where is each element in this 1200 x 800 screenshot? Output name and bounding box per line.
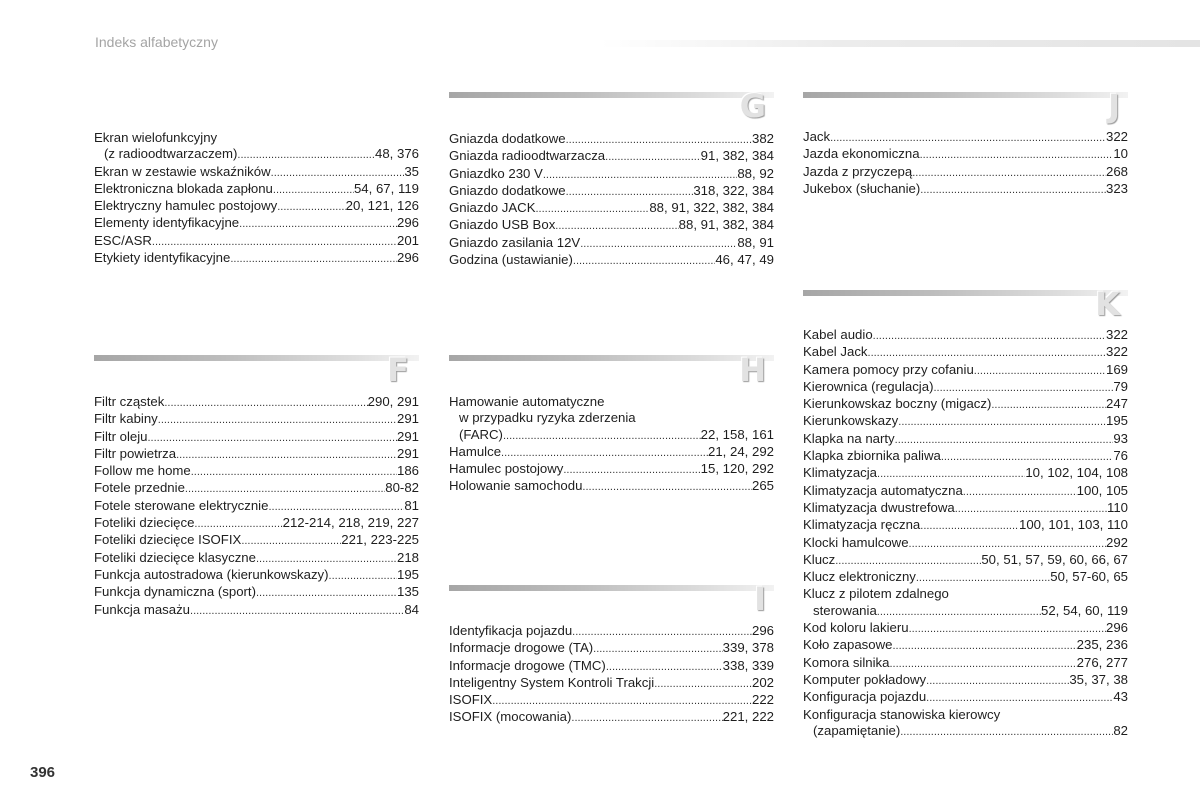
dot-leader (152, 234, 397, 250)
index-entry-pages: 265 (751, 478, 774, 494)
section-k-letter: K (1095, 285, 1120, 323)
index-entry-term: Jazda z przyczepą (803, 163, 913, 179)
index-entry-term: Kierunkowskazy (803, 413, 899, 429)
index-entry-pages: 93 (1113, 430, 1128, 446)
index-entry-term: Gniazdko 230 V (449, 165, 543, 181)
index-entry (94, 584, 419, 601)
index-entry-term: Konfiguracja pojazdu (803, 689, 927, 705)
dot-leader (268, 499, 404, 515)
section-i-entries (449, 623, 774, 727)
index-entry-term: Klucz (803, 551, 836, 567)
index-entry (803, 413, 1128, 430)
index-entry-pages: 322 (1105, 129, 1128, 144)
index-entry (94, 146, 419, 163)
index-entry-pages: 202 (751, 674, 774, 690)
index-entry-term: Komora silnika (803, 654, 890, 670)
index-entry (803, 689, 1128, 706)
index-entry-term: Klocki hamulcowe (803, 534, 909, 550)
index-entry (803, 327, 1128, 344)
dot-leader (573, 253, 715, 269)
index-entry-term: Elementy identyfikacyjne (94, 215, 240, 231)
index-entry-term: Elektryczny hamulec postojowy (94, 198, 278, 214)
dot-leader (555, 218, 678, 234)
section-f-letter: F (387, 351, 409, 389)
index-entry (803, 396, 1128, 413)
index-entry-pages: 339, 378 (722, 640, 774, 656)
index-entry (803, 483, 1128, 500)
index-entry-pages: 382 (751, 131, 774, 146)
dot-leader (563, 462, 700, 478)
dot-leader (571, 710, 722, 726)
index-entry-pages: 15, 120, 292 (700, 461, 774, 477)
dot-leader (892, 638, 1076, 654)
index-entry (803, 569, 1128, 586)
index-entry (94, 480, 419, 497)
section-g-letter: G (739, 87, 766, 125)
index-entry-term: Klapka zbiornika paliwa (803, 448, 941, 464)
index-entry-pages: 88, 91, 382, 384 (678, 217, 774, 233)
index-entry (803, 146, 1128, 163)
index-entry-term: Gniazdo zasilania 12V (449, 234, 581, 250)
index-entry-pages: 318, 322, 384 (693, 182, 774, 198)
section-g-entries (449, 131, 774, 269)
index-entry-term: Klapka na narty (803, 430, 895, 446)
dot-leader (909, 536, 1106, 552)
index-entry-pages: 50, 57-60, 65 (1050, 569, 1128, 585)
index-entry-term: ESC/ASR (94, 232, 152, 248)
dot-leader (536, 201, 650, 217)
index-entry-term: ISOFIX (mocowania) (449, 709, 572, 725)
dot-leader (920, 518, 1019, 534)
index-entry-pages: 100, 105 (1076, 482, 1128, 498)
index-entry (803, 500, 1128, 517)
index-entry-term: Koło zapasowe (803, 637, 893, 653)
index-entry-term: Kabel Jack (803, 344, 868, 360)
index-entry (94, 567, 419, 584)
dot-leader (991, 397, 1106, 413)
index-entry (94, 394, 419, 411)
dot-leader (877, 604, 1041, 620)
section-k-entries (803, 327, 1128, 740)
dot-leader (503, 428, 701, 444)
index-entry (94, 532, 419, 549)
index-entry-pages: 10 (1113, 146, 1128, 162)
dot-leader (329, 568, 397, 584)
index-entry-pages: 291 (396, 428, 419, 444)
section-j-letter: J (1108, 87, 1120, 125)
index-entry (803, 655, 1128, 672)
index-entry-term: Klimatyzacja (803, 465, 878, 481)
dot-leader (955, 501, 1107, 517)
dot-leader (974, 363, 1106, 379)
index-entry-term: Ekran wielofunkcyjny (94, 130, 218, 145)
index-entry-term: Klimatyzacja automatyczna (803, 482, 963, 498)
index-entry-pages: 88, 91 (737, 234, 774, 250)
index-entry-term: Informacje drogowe (TA) (449, 640, 594, 656)
dot-leader (912, 165, 1106, 181)
index-entry-term: Kabel audio (803, 327, 873, 342)
index-entry-pages: 296 (396, 250, 419, 266)
dot-leader (900, 724, 1113, 740)
dot-leader (926, 690, 1113, 706)
index-entry (94, 602, 419, 619)
dot-leader (176, 447, 397, 463)
index-entry-pages: 291 (396, 445, 419, 461)
index-entry-term: Informacje drogowe (TMC) (449, 657, 606, 673)
index-entry-pages: 100, 101, 103, 110 (1018, 517, 1128, 533)
dot-leader (185, 481, 385, 497)
index-entry-pages: 10, 102, 104, 108 (1025, 465, 1128, 481)
index-entry-term: Fotele sterowane elektrycznie (94, 497, 269, 513)
index-entry (449, 148, 774, 165)
index-entry (449, 131, 774, 148)
index-entry-pages: 84 (404, 601, 419, 617)
index-entry-term: (z radioodtwarzaczem) (104, 146, 238, 162)
index-entry-term: Konfiguracja stanowiska kierowcy (803, 706, 1001, 722)
index-entry-pages: 186 (396, 463, 419, 479)
section-j-entries (803, 129, 1128, 198)
index-entry (94, 515, 419, 532)
index-entry-term: sterowania (813, 602, 877, 618)
dot-leader (256, 585, 397, 601)
index-entry-term: Hamulec postojowy (449, 461, 564, 477)
section-e-entries (94, 130, 419, 267)
index-entry (803, 431, 1128, 448)
index-entry (803, 603, 1128, 620)
index-entry-term: Gniazda radioodtwarzacza (449, 148, 606, 164)
index-entry-pages: 79 (1113, 378, 1128, 394)
index-entry-pages: 80-82 (385, 480, 419, 496)
index-entry-term: Kierownica (regulacja) (803, 378, 934, 394)
dot-leader (273, 182, 354, 198)
dot-leader (873, 328, 1106, 344)
dot-leader (572, 624, 752, 640)
dot-leader (543, 167, 737, 183)
index-entry (803, 586, 1128, 602)
index-entry-pages: 46, 47, 49 (715, 252, 774, 268)
section-h-letter: H (739, 351, 766, 389)
index-entry (449, 461, 774, 478)
index-entry (94, 463, 419, 480)
index-entry (94, 250, 419, 267)
dot-leader (492, 693, 752, 709)
index-entry (449, 478, 774, 495)
index-entry (449, 217, 774, 234)
index-entry (803, 129, 1128, 146)
index-entry (803, 448, 1128, 465)
index-entry-pages: 110 (1106, 499, 1128, 515)
index-entry-pages: 212-214, 218, 219, 227 (282, 515, 419, 531)
index-entry-pages: 222 (751, 692, 774, 708)
index-entry-pages: 201 (396, 232, 419, 248)
index-entry-term: Klimatyzacja ręczna (803, 517, 921, 533)
index-entry-term: Elektroniczna blokada zapłonu (94, 180, 273, 196)
index-entry-term: Funkcja masażu (94, 601, 191, 617)
index-entry-term: Godzina (ustawianie) (449, 252, 573, 268)
dot-leader (194, 516, 282, 532)
index-entry-term: Ekran w zestawie wskaźników (94, 163, 271, 179)
index-entry-pages: 296 (396, 215, 419, 231)
index-entry (803, 535, 1128, 552)
index-entry-pages: 35, 37, 38 (1069, 671, 1128, 687)
index-entry-pages: 218 (396, 549, 419, 565)
index-entry-pages: 276, 277 (1076, 654, 1128, 670)
index-entry-term: Funkcja dynamiczna (sport) (94, 584, 256, 600)
index-entry-pages: 91, 382, 384 (700, 148, 774, 164)
index-entry-pages: 291 (396, 411, 419, 427)
index-entry-pages: 22, 158, 161 (700, 426, 774, 442)
index-entry-pages: 21, 24, 292 (708, 443, 774, 459)
index-entry-term: Filtr kabiny (94, 411, 158, 427)
dot-leader (241, 533, 341, 549)
dot-leader (237, 147, 375, 163)
index-entry-term: Foteliki dziecięce ISOFIX (94, 532, 242, 548)
index-entry-term: Kamera pomocy przy cofaniu (803, 361, 974, 377)
index-entry-term: Jack (803, 129, 831, 144)
index-entry-term: Filtr powietrza (94, 445, 177, 461)
index-entry (94, 164, 419, 181)
index-entry-pages: 48, 376 (375, 146, 419, 162)
index-entry-term: Foteliki dziecięce klasyczne (94, 549, 256, 565)
dot-leader (593, 641, 723, 657)
index-entry-pages: 323 (1105, 180, 1128, 196)
section-h-entries (449, 394, 774, 496)
index-entry (94, 233, 419, 250)
dot-leader (230, 251, 397, 267)
section-i-letter: I (754, 580, 766, 618)
index-entry (94, 411, 419, 428)
index-entry-term: w przypadku ryzyka zderzenia (459, 410, 636, 426)
index-entry (94, 498, 419, 515)
index-entry (449, 410, 774, 426)
index-entry-pages: 82 (1113, 722, 1128, 738)
dot-leader (580, 236, 737, 252)
index-entry-term: (zapamiętanie) (813, 722, 901, 738)
index-entry-pages: 235, 236 (1076, 637, 1128, 653)
index-entry (803, 164, 1128, 181)
index-entry-pages: 135 (396, 584, 419, 600)
index-entry (803, 552, 1128, 569)
index-entry-pages: 20, 121, 126 (345, 198, 419, 214)
dot-leader (501, 445, 708, 461)
index-entry-pages: 88, 91, 322, 382, 384 (649, 200, 774, 216)
index-entry (803, 672, 1128, 689)
index-entry-term: Funkcja autostradowa (kierunkowskazy) (94, 566, 329, 582)
index-entry-pages: 296 (1105, 620, 1128, 636)
index-entry (449, 183, 774, 200)
dot-leader (890, 656, 1077, 672)
index-entry-term: Komputer pokładowy (803, 671, 927, 687)
index-entry (449, 709, 774, 726)
dot-leader (277, 199, 345, 215)
index-entry (803, 344, 1128, 361)
dot-leader (164, 395, 367, 411)
index-entry-pages: 247 (1105, 396, 1128, 412)
index-entry-pages: 54, 67, 119 (353, 180, 419, 196)
index-entry-term: Gniazdo JACK (449, 200, 536, 216)
dot-leader (566, 132, 752, 148)
index-entry-term: Filtr cząstek (94, 394, 165, 409)
index-entry (803, 517, 1128, 534)
index-entry-term: Foteliki dziecięce (94, 515, 195, 531)
index-entry (449, 235, 774, 252)
index-entry-pages: 76 (1113, 448, 1128, 464)
index-entry (449, 394, 774, 410)
index-entry (94, 550, 419, 567)
dot-leader (877, 466, 1025, 482)
index-entry-term: Identyfikacja pojazdu (449, 623, 573, 638)
dot-leader (933, 380, 1113, 396)
index-entry-term: Jazda ekonomiczna (803, 146, 920, 162)
index-entry (449, 200, 774, 217)
index-entry (94, 215, 419, 232)
index-entry (803, 723, 1128, 740)
index-entry (803, 362, 1128, 379)
dot-leader (256, 551, 397, 567)
index-entry-term: Follow me home (94, 463, 191, 479)
index-entry (94, 446, 419, 463)
dot-leader (909, 621, 1106, 637)
index-entry-pages: 50, 51, 57, 59, 60, 66, 67 (981, 551, 1128, 567)
index-entry-pages: 195 (396, 566, 419, 582)
dot-leader (898, 414, 1106, 430)
index-entry (449, 252, 774, 269)
index-entry (803, 181, 1128, 198)
dot-leader (868, 345, 1106, 361)
index-entry-pages: 88, 92 (737, 165, 774, 181)
index-entry (803, 620, 1128, 637)
index-entry-pages: 43 (1113, 689, 1128, 705)
index-entry-term: Holowanie samochodu (449, 478, 583, 494)
index-entry-term: Gniazdo USB Box (449, 217, 556, 233)
index-entry-term: Klimatyzacja dwustrefowa (803, 499, 955, 515)
index-entry (94, 429, 419, 446)
header-rule (600, 40, 1200, 47)
dot-leader (190, 603, 404, 619)
index-entry (803, 465, 1128, 482)
section-f-entries (94, 394, 419, 619)
dot-leader (963, 484, 1077, 500)
dot-leader (158, 412, 397, 428)
index-entry-term: Hamowanie automatyczne (449, 394, 605, 409)
index-entry-pages: 81 (404, 497, 419, 513)
dot-leader (148, 430, 397, 446)
index-entry-pages: 221, 223-225 (341, 532, 419, 548)
index-entry (449, 640, 774, 657)
index-entry-term: Filtr oleju (94, 428, 148, 444)
index-entry-pages: 338, 339 (722, 657, 774, 673)
index-entry (449, 444, 774, 461)
index-entry-term: Fotele przednie (94, 480, 185, 496)
index-entry-term: Kierunkowskaz boczny (migacz) (803, 396, 992, 412)
index-entry (449, 692, 774, 709)
index-entry-term: Jukebox (słuchanie) (803, 180, 921, 196)
index-entry (94, 198, 419, 215)
index-entry-pages: 35 (404, 163, 419, 179)
index-entry-pages: 195 (1105, 413, 1128, 429)
index-entry (94, 181, 419, 198)
index-entry-term: Klucz z pilotem zdalnego (803, 586, 949, 602)
dot-leader (926, 673, 1069, 689)
dot-leader (582, 479, 752, 495)
dot-leader (835, 553, 981, 569)
dot-leader (654, 676, 752, 692)
index-entry (449, 658, 774, 675)
page-header-title: Indeks alfabetyczny (95, 34, 218, 50)
index-entry-term: Etykiety identyfikacyjne (94, 250, 231, 266)
index-entry-term: Hamulce (449, 443, 502, 459)
index-entry-term: Inteligentny System Kontroli Trakcji (449, 674, 655, 690)
index-entry (94, 130, 419, 146)
index-entry (449, 623, 774, 640)
index-entry-term: (FARC) (459, 426, 503, 442)
index-entry-pages: 322 (1105, 327, 1128, 342)
index-entry-term: Gniazda dodatkowe (449, 131, 566, 146)
dot-leader (895, 432, 1114, 448)
dot-leader (239, 216, 397, 232)
index-entry-pages: 296 (751, 623, 774, 638)
index-entry-term: Kod koloru lakieru (803, 620, 909, 636)
index-entry-pages: 290, 291 (367, 394, 419, 409)
index-entry (803, 707, 1128, 723)
index-entry (803, 379, 1128, 396)
page-number: 396 (30, 764, 56, 781)
index-entry (449, 166, 774, 183)
index-entry (449, 427, 774, 444)
index-entry-term: Klucz elektroniczny (803, 569, 916, 585)
dot-leader (830, 130, 1106, 146)
index-entry (449, 675, 774, 692)
index-entry-term: Gniazdo dodatkowe (449, 182, 566, 198)
dot-leader (605, 149, 701, 165)
index-entry-pages: 292 (1105, 534, 1128, 550)
dot-leader (191, 464, 397, 480)
index-entry-term: ISOFIX (449, 692, 493, 708)
dot-leader (271, 165, 405, 181)
index-entry-pages: 268 (1105, 163, 1128, 179)
dot-leader (566, 184, 694, 200)
index-entry-pages: 221, 222 (722, 709, 774, 725)
index-entry (803, 637, 1128, 654)
index-entry-pages: 52, 54, 60, 119 (1040, 602, 1128, 618)
dot-leader (916, 570, 1050, 586)
dot-leader (941, 449, 1114, 465)
index-entry-pages: 169 (1105, 361, 1128, 377)
index-entry-pages: 322 (1105, 344, 1128, 360)
dot-leader (920, 182, 1106, 198)
dot-leader (920, 147, 1114, 163)
dot-leader (606, 659, 723, 675)
